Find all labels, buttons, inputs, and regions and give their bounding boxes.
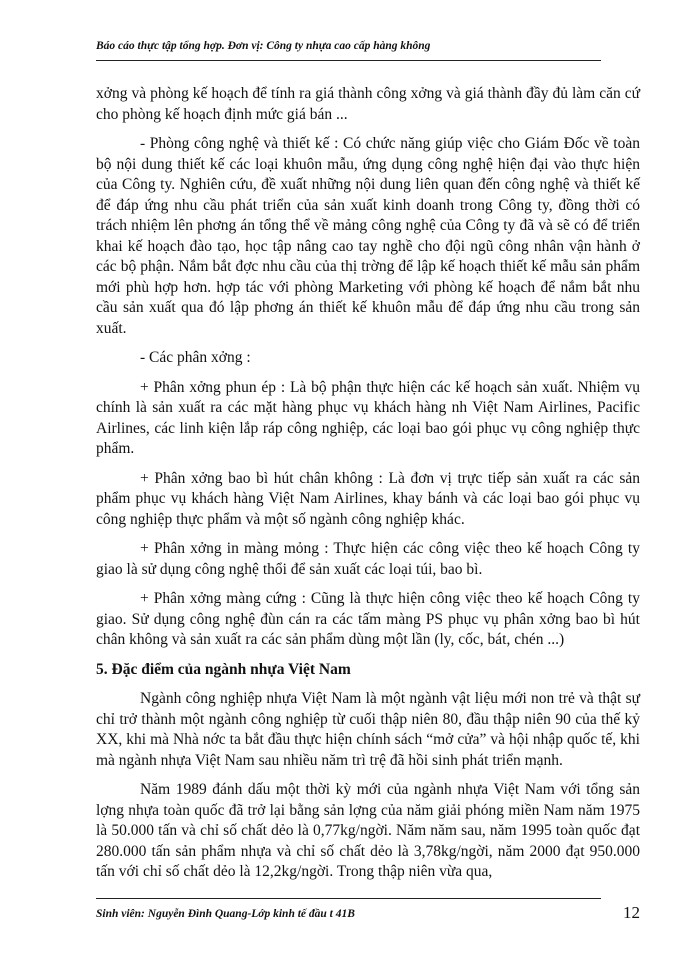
page-number: 12 bbox=[623, 903, 640, 922]
page-footer: Sinh viên: Nguyễn Đình Quang-Lớp kinh tế đầu t 41B bbox=[96, 908, 355, 920]
paragraph-injection-workshop: + Phân xởng phun ép : Là bộ phận thực hiện các kế hoạch sản xuất. Nhiệm vụ chính là sản xuất ra các mặt hàng phục vụ khách hàng nh Việt Nam Airlines, Pacific Airlines, các linh kiện lắp ráp công nghiệp, các loại bao gói phục vụ công nghiệp thực phẩm. bbox=[96, 378, 640, 457]
header-rule bbox=[96, 60, 601, 61]
document-body bbox=[96, 84, 640, 892]
section-title: 5. Đặc điểm của ngành nhựa Việt Nam bbox=[96, 660, 351, 678]
paragraph-tech-design-dept: - Phòng công nghệ và thiết kế : Có chức năng giúp việc cho Giám Đốc về toàn bộ nội dung thiết kế các loại khuôn mẫu, ứng dụng công nghệ hiện đại vào thực hiện của Công ty. Nghiên cứu, đề xuất những nội dung liên quan đến công nghệ và thiết kế để đáp ứng nhu cầu phát triển của sản xuất kinh doanh trong Công ty, đồng thời có trách nhiệm lên phơng án tổng thể về mảng công nghệ của Công ty đã và sẽ có để triển khai kế hoạch đào tạo, học tập nâng cao tay nghề cho đội ngũ công nhân vận hành ở các bộ phận. Nắm bắt đợc nhu cầu của thị trờng để lập kế hoạch thiết kế mẫu sản phẩm mới phù hợp hơn. hợp tác với phòng Marketing với phòng kế hoạch để nắm bắt nhu cầu sản xuất qua đó lập phơng án thiết kế khuôn mẫu để đáp ứng nhu cầu trong sản xuất. bbox=[96, 135, 640, 337]
footer-rule bbox=[96, 898, 601, 899]
paragraph-hard-film-workshop: + Phân xởng màng cứng : Cũng là thực hiện công việc theo kế hoạch Công ty giao. Sử dụng công nghệ đùn cán ra các tấm màng PS phục vụ phân xởng bao bì hút chân không và sản xuất ra các sản phẩm dùng một lần (ly, cốc, bát, chén ...) bbox=[96, 590, 640, 648]
paragraph-plastics-1989: Năm 1989 đánh dấu một thời kỳ mới của ngành nhựa Việt Nam với tổng sản lợng nhựa toàn quốc đã trở lại bằng sản lợng của năm giải phóng miền Nam năm 1975 là 50.000 tấn và chỉ số chất dẻo là 0,77kg/ngời. Năm năm sau, năm 1995 toàn quốc đạt 280.000 tấn sản phẩm nhựa và chỉ số chất dẻo là 3,78kg/ngời, năm 2000 đạt 950.000 tấn với chỉ số chất dẻo là 12,2kg/ngời. Trong thập niên vừa qua, bbox=[96, 781, 640, 880]
page-header: Báo cáo thực tập tổng hợp. Đơn vị: Công ty nhựa cao cấp hàng không bbox=[96, 40, 431, 52]
paragraph-thin-film-workshop: + Phân xởng in màng mỏng : Thực hiện các công việc theo kế hoạch Công ty giao là sử dụng công nghệ thổi để sản xuất các loại túi, bao bì. bbox=[96, 540, 640, 578]
paragraph-plastics-industry: Ngành công nghiệp nhựa Việt Nam là một ngành vật liệu mới non trẻ và thật sự chỉ trở thành một ngành công nghiệp từ cuối thập niên 80, đầu thập niên 90 của thế kỷ XX, khi mà Nhà nớc ta bắt đầu thực hiện chính sách “mở cửa” và hội nhập quốc tế, khi mà ngành nhựa Việt Nam sau nhiều năm trì trệ đã hồi sinh phát triển mạnh. bbox=[96, 690, 640, 769]
paragraph-continuation: xởng và phòng kế hoạch để tính ra giá thành công xởng và giá thành đầy đủ làm căn cứ cho phòng kế hoạch định mức giá bán ... bbox=[96, 85, 640, 123]
paragraph-workshops-heading: - Các phân xởng : bbox=[140, 349, 251, 366]
paragraph-vacuum-packaging-workshop: + Phân xởng bao bì hút chân không : Là đơn vị trực tiếp sản xuất ra các sản phẩm phục vụ khách hàng Việt Nam Airlines, khay bánh và các loại bao gói phục vụ công nghiệp thực phẩm và một số ngành công nghiệp khác. bbox=[96, 469, 640, 528]
